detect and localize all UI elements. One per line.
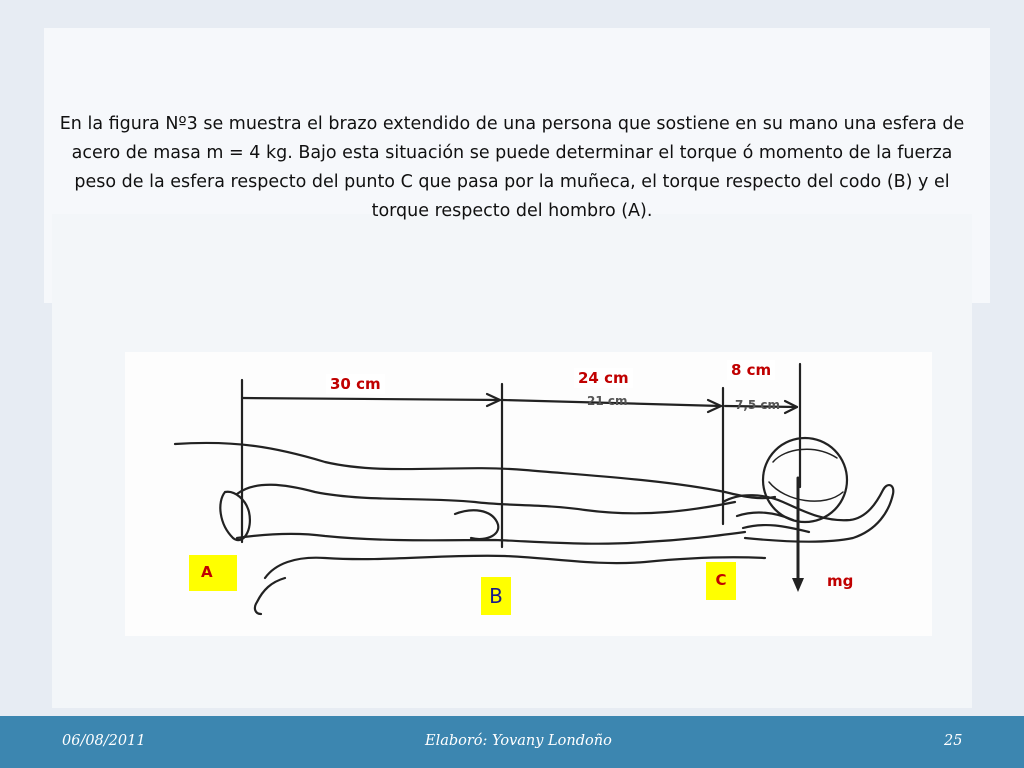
- lower-body-outline: [265, 556, 765, 578]
- torso-upper-outline: [175, 443, 775, 498]
- footer-author: Elaboró: Yovany Londoño: [425, 733, 612, 749]
- hip-curve: [255, 578, 285, 614]
- point-c-label: C: [706, 562, 736, 600]
- dimension-label-cf: 8 cm: [727, 360, 775, 380]
- arm-drawing: [125, 352, 932, 636]
- dimension-label-bc: 24 cm: [574, 368, 633, 388]
- force-label-mg: mg: [827, 572, 854, 590]
- footer-date: 06/08/2011: [62, 733, 146, 749]
- point-b-label: B: [481, 577, 511, 615]
- dimension-line-ab: [242, 398, 500, 400]
- footer-page-number: 25: [944, 733, 963, 749]
- old-label-cf: 7,5 cm: [735, 398, 781, 412]
- steel-sphere: [763, 438, 847, 522]
- slide-footer: [0, 716, 1024, 768]
- dimension-label-ab: 30 cm: [326, 374, 385, 394]
- elbow-joint: [455, 510, 498, 539]
- weight-force-arrowhead: [792, 578, 804, 592]
- problem-statement: En la figura Nº3 se muestra el brazo extendido de una persona que sostiene en su mano una esfera de acero de masa m = 4 kg. Bajo esta situación se puede determinar el torque ó momento de la fuerza peso de la esfera respecto del punto C que pasa por la muñeca, el torque respecto del codo (B) y el torque respecto del hombro (A).: [59, 114, 965, 221]
- point-a-label: A: [189, 555, 237, 591]
- upper-arm-top: [237, 485, 735, 514]
- shoulder-joint: [220, 492, 250, 540]
- old-label-bc: 21 cm: [587, 394, 628, 408]
- sphere-shading: [769, 449, 843, 501]
- arm-figure: [125, 352, 932, 636]
